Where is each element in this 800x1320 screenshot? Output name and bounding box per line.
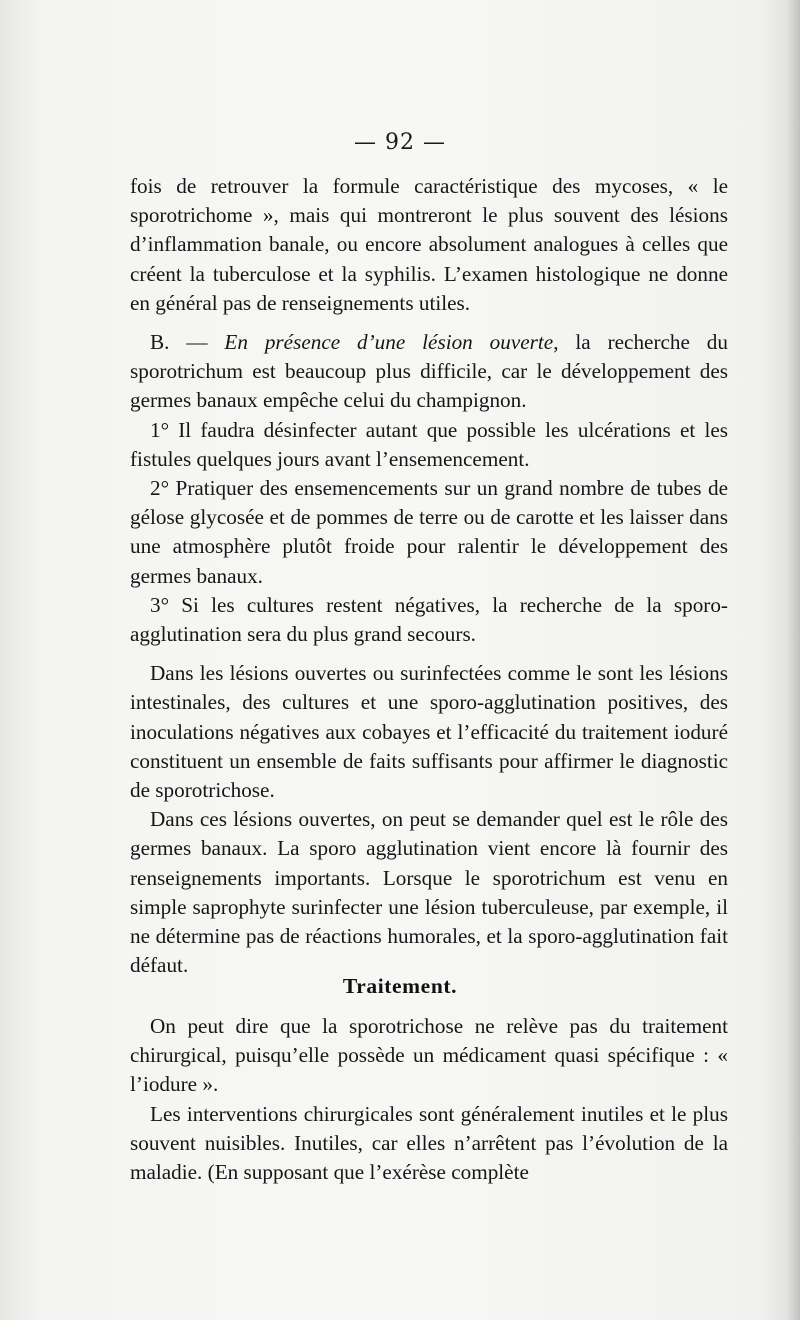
section-title: Traitement.	[342, 974, 458, 998]
paragraph-open-lesions-diagnosis: Dans les lésions ouvertes ou surinfectées comme le sont les lésions intestinales, des cultures et une sporo-agglutination positives, des inoculations négatives aux cobayes et l’efficacité du traitement ioduré constituent un ensemble de faits suffisants pour affirmer le diagnostic de sporotrichose.	[130, 661, 728, 803]
paragraph-treatment-1: On peut dire que la sporotrichose ne relève pas du traitement chirurgical, puisqu’elle possède un médicament quasi spécifique : « l’iodure ».	[130, 1014, 728, 1097]
treatment-text-block	[130, 1012, 728, 1187]
italic-heading: En présence d’une lésion ouverte	[224, 330, 554, 355]
paragraph-label: B. —	[150, 330, 225, 355]
page-edge-shadow	[786, 0, 800, 1320]
paragraph-treatment-2: Les interventions chirurgicales sont généralement inutiles et le plus souvent nuisibles. Inutiles, car elles n’arrêtent pas l’évolution de la maladie. (En supposant que l’exérèse complète	[130, 1101, 728, 1185]
page-number: — 92 —	[354, 130, 446, 155]
paragraph-open-lesion	[130, 328, 728, 416]
main-text-block	[130, 172, 728, 980]
paragraph-step-2: 2° Pratiquer des ensemencements sur un grand nombre de tubes de gélose glycosée et de pommes de terre ou de carotte et les laisser dans une atmosphère plutôt froide pour ralentir le développement des germes banaux.	[130, 476, 728, 588]
paragraph-step-1: 1° Il faudra désinfecter autant que possible les ulcérations et les fistules quelques jours avant l’ensemencement.	[130, 417, 728, 471]
paragraph-banal-germs: Dans ces lésions ouvertes, on peut se demander quel est le rôle des germes banaux. La sporo agglutination vient encore là fournir des renseignements importants. Lorsque le sporotrichum est venu en simple saprophyte surinfecter une lésion tuberculeuse, par exemple, il ne détermine pas de réactions humorales, et la sporo-agglutination fait défaut.	[130, 807, 728, 978]
paragraph-text: , la recherche du sporotrichum est beaucoup plus difficile, car le développement des germes banaux empêche celui du champignon.	[130, 330, 728, 413]
paragraph-step-3: 3° Si les cultures restent négatives, la recherche de la sporo-agglutination sera du plus grand secours.	[130, 592, 728, 647]
paragraph-continuation: fois de retrouver la formule caractéristique des mycoses, « le sporotrichome », mais qui montreront le plus souvent des lésions d’inflammation banale, ou encore absolument analogues à celles que créent la tuberculose et la syphilis. L’examen histologique ne donne en général pas de renseignements utiles.	[130, 174, 728, 315]
